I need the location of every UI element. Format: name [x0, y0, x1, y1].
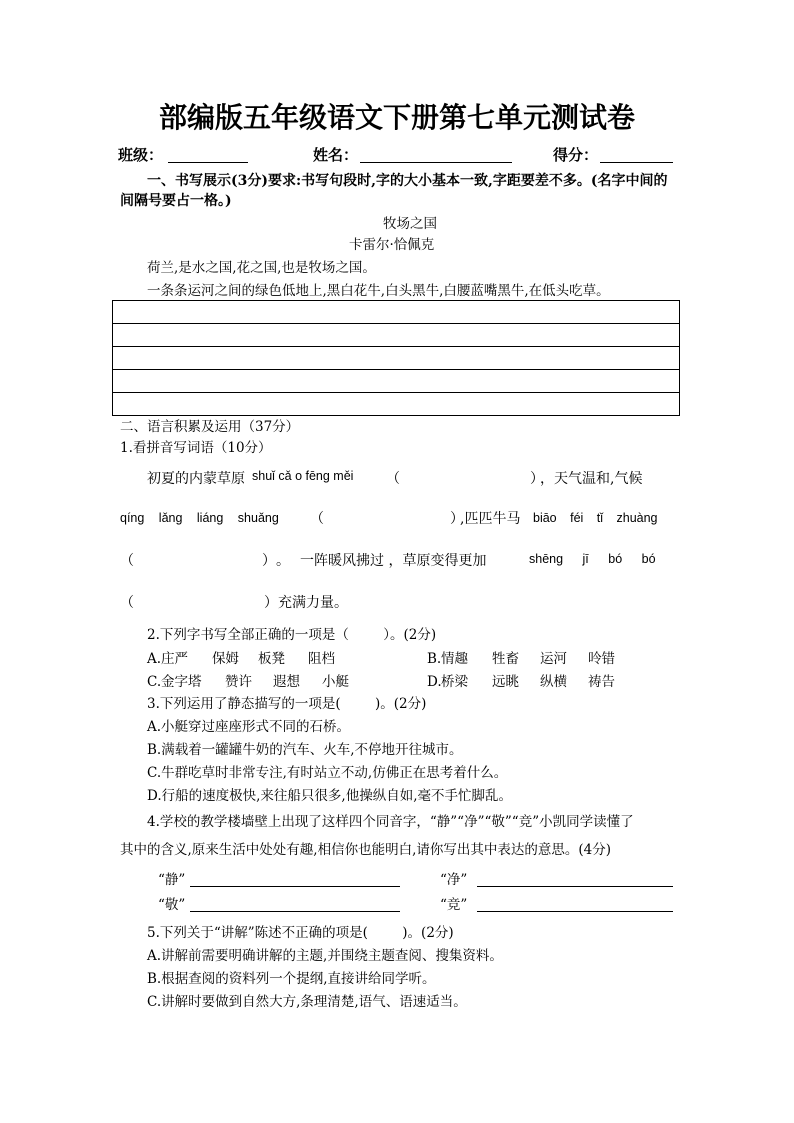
q2-option-word: 金字塔	[161, 674, 202, 690]
class-label: 班级：	[118, 146, 164, 164]
q1-close-bracket: ）	[530, 471, 544, 487]
q4-answer-label-jing-respect: “敬”	[158, 897, 186, 913]
q1-close-bracket: ）	[264, 595, 278, 611]
q1-text-4: 一阵暖风拂过 ，草原变得更加	[300, 553, 487, 569]
q1-text-5: 充满力量。	[278, 595, 348, 611]
q1-open-bracket: （	[310, 511, 324, 527]
part1-heading-line-2: 间隔号要占一格。)	[120, 193, 232, 209]
q2-option-word: 运河	[540, 651, 567, 667]
q2-option-word: 呤错	[588, 651, 615, 667]
poem-line-1: 荷兰,是水之国,花之国,也是牧场之国。	[147, 260, 376, 276]
q2-option-letter: D.	[427, 674, 442, 690]
q3-option-a: A.小艇穿过座座形式不同的石桥。	[147, 719, 351, 735]
q4-line-1: 4.学校的教学楼墙壁上出现了这样四个同音字，“静”“净”“敬”“竞”小凯同学读懂了	[147, 814, 634, 830]
q4-answer-blank	[477, 886, 673, 887]
name-label: 姓名：	[313, 146, 359, 164]
q1-pinyin-2: qíng lǎng liáng shuǎng	[120, 511, 279, 525]
q2-option-word: 庄严	[161, 651, 188, 667]
writing-row	[113, 393, 679, 415]
q5-option-a: A.讲解前需要明确讲解的主题,并围绕主题查阅、搜集资料。	[147, 948, 503, 964]
q2-option-letter: A.	[147, 651, 162, 667]
q4-answer-blank	[190, 911, 400, 912]
q2-option-letter: C.	[147, 674, 162, 690]
q1-text-2: ，天气温和,气候	[540, 471, 643, 487]
q2-option-word: 情趣	[441, 651, 468, 667]
poem-title: 牧场之国	[383, 216, 437, 232]
q1-pinyin-1: shuǐ cǎ o fēng měi	[252, 469, 354, 483]
poem-author: 卡雷尔·恰佩克	[349, 237, 435, 253]
q1-title: 1.看拼音写词语（10分）	[120, 440, 272, 456]
q4-answer-label-jing-clean: “净”	[440, 872, 468, 888]
q4-answer-label-jing-compete: “竞”	[440, 897, 468, 913]
score-blank	[600, 162, 673, 163]
q2-option-word: 保姆	[212, 651, 239, 667]
q1-open-bracket: （	[120, 595, 134, 611]
q3-option-d: D.行船的速度极快,来往船只很多,他操纵自如,毫不手忙脚乱。	[147, 788, 513, 804]
q2-option-word: 远眺	[492, 674, 519, 690]
q2-option-word: 赞许	[225, 674, 252, 690]
q5-stem: 5.下列关于“讲解”陈述不正确的项是( )。(2分)	[147, 925, 454, 941]
q2-option-word: 桥梁	[441, 674, 468, 690]
q5-option-b: B.根据查阅的资料列一个提纲,直接讲给同学听。	[147, 971, 436, 987]
writing-row	[113, 324, 679, 347]
q4-answer-blank	[190, 886, 400, 887]
q3-option-c: C.牛群吃草时非常专注,有时站立不动,仿佛正在思考着什么。	[147, 765, 508, 781]
q2-option-word: 遐想	[273, 674, 300, 690]
q1-pinyin-4: shēng jī bó bó	[529, 552, 656, 566]
part1-heading-line-1: 一、书写展示(3分)要求:书写句段时,字的大小基本一致,字距要差不多。(名字中间的	[147, 173, 668, 189]
part2-heading: 二、语言积累及运用（37分）	[120, 419, 300, 435]
q1-close-bracket: ）	[450, 511, 464, 527]
q1-open-bracket: （	[120, 553, 134, 569]
writing-row	[113, 347, 679, 370]
class-blank	[168, 162, 248, 163]
q1-text-3: ,匹匹牛马	[460, 511, 521, 527]
q1-open-bracket: （	[386, 471, 400, 487]
writing-row	[113, 370, 679, 393]
q2-option-word: 板凳	[258, 651, 285, 667]
q3-option-b: B.满载着一罐罐牛奶的汽车、火车,不停地开往城市。	[147, 742, 463, 758]
q2-option-word: 小艇	[322, 674, 349, 690]
q1-close-bracket: ）	[262, 553, 276, 569]
q2-option-word: 阻档	[308, 651, 335, 667]
q3-stem: 3.下列运用了静态描写的一项是( )。(2分)	[147, 696, 427, 712]
q1-text-4a: 。	[276, 553, 290, 569]
poem-line-2: 一条条运河之间的绿色低地上,黑白花牛,白头黑牛,白腰蓝嘴黑牛,在低头吃草。	[147, 283, 610, 299]
q2-option-word: 祷告	[588, 674, 615, 690]
q2-stem: 2.下列字书写全部正确的一项是（ ）。(2分)	[147, 627, 437, 643]
q4-answer-blank	[477, 911, 673, 912]
q2-option-word: 纵横	[540, 674, 567, 690]
q5-option-c: C.讲解时要做到自然大方,条理清楚,语气、语速适当。	[147, 994, 467, 1010]
name-blank	[360, 162, 512, 163]
writing-grid	[112, 300, 680, 416]
q1-text-1: 初夏的内蒙草原	[147, 471, 245, 487]
q4-line-2: 其中的含义,原来生活中处处有趣,相信你也能明白,请你写出其中表达的意思。(4分)	[120, 842, 611, 858]
writing-row	[113, 301, 679, 324]
q2-option-letter: B.	[427, 651, 442, 667]
q1-pinyin-3: biāo féi tǐ zhuàng	[533, 511, 658, 525]
q2-option-word: 牲畜	[492, 651, 519, 667]
score-label: 得分：	[553, 146, 599, 164]
page-title: 部编版五年级语文下册第七单元测试卷	[158, 101, 635, 134]
q4-answer-label-jing-quiet: “静”	[158, 872, 186, 888]
